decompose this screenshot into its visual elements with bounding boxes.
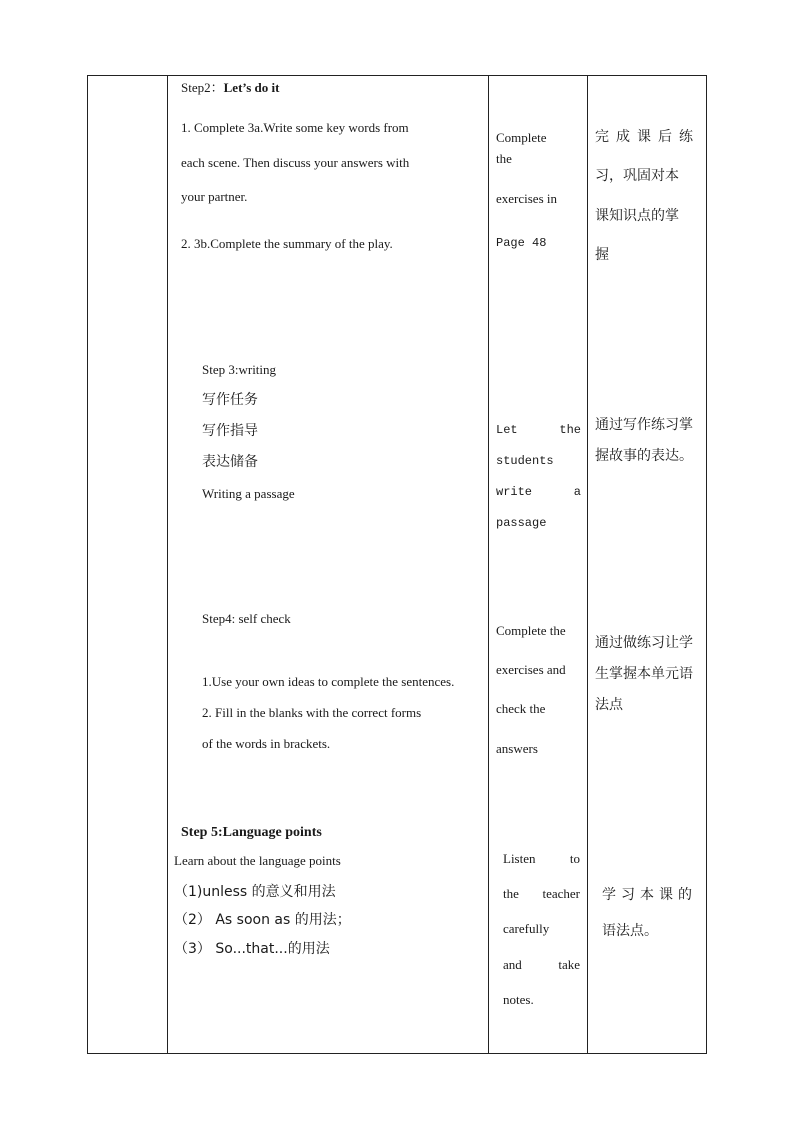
- c4-r4-char: 课: [659, 887, 673, 903]
- c4-r1-char: 课: [637, 129, 651, 145]
- step3-line-1: 写作任务: [202, 392, 258, 408]
- c3-r4-word: to: [569, 851, 580, 866]
- c4-r1-line-2: 习，巩固对本: [595, 168, 679, 184]
- c3-r4-line-1: [503, 852, 580, 865]
- step3-line-4: Writing a passage: [202, 486, 295, 501]
- c4-r4-line-2: 语法点。: [602, 923, 658, 939]
- c4-r1-char: 完: [595, 129, 609, 145]
- c4-r3-line-2: 生掌握本单元语: [595, 666, 693, 682]
- c4-r1-char: 后: [658, 129, 672, 145]
- column-divider-1: [167, 75, 168, 1054]
- column-divider-3: [587, 75, 588, 1054]
- c4-r1-char: 练: [679, 129, 693, 145]
- step2-title-prefix: Step2：: [181, 80, 224, 95]
- c3-r4-word: take: [558, 957, 580, 972]
- c3-r4-word: Listen: [503, 851, 536, 866]
- c4-r3-line-3: 法点: [595, 697, 623, 713]
- step2-title-bold: Let’s do it: [223, 80, 280, 95]
- c3-r4-word: teacher: [542, 886, 580, 901]
- step4-line-2: 2. Fill in the blanks with the correct forms: [202, 705, 422, 720]
- c4-r4-line-1: [602, 888, 692, 902]
- c3-r4-line-5: notes.: [503, 992, 534, 1007]
- c3-r3-line-4: answers: [496, 741, 538, 756]
- step2-title: [181, 81, 279, 94]
- c3-r4-word: the: [503, 886, 519, 901]
- step2-item1-line3: your partner.: [181, 189, 248, 204]
- step3-line-2: 写作指导: [202, 423, 258, 439]
- step4-title: Step4: self check: [202, 611, 291, 626]
- c3-r1-line-1: Complete: [496, 130, 547, 145]
- c3-r2-word: write: [496, 485, 533, 499]
- c3-r3-line-1: Complete the: [496, 623, 566, 638]
- c3-r2-line-1: [496, 424, 581, 436]
- c4-r1-char: 成: [616, 129, 630, 145]
- c3-r2-word: Let: [496, 423, 518, 437]
- c3-r1-line-4: Page 48: [496, 236, 547, 250]
- step2-item1-line2: each scene. Then discuss your answers with: [181, 155, 410, 170]
- c3-r4-line-3: carefully: [503, 921, 550, 936]
- step2-item2: 2. 3b.Complete the summary of the play.: [181, 236, 393, 251]
- step5-point-3: （3） So...that...的用法: [174, 941, 330, 957]
- step5-intro: Learn about the language points: [174, 853, 341, 868]
- c4-r2-line-1: 通过写作练习掌: [595, 417, 693, 433]
- c4-r4-char: 本: [640, 887, 654, 903]
- c3-r1-line-2: the: [496, 151, 512, 166]
- c3-r2-line-4: passage: [496, 516, 547, 530]
- c3-r3-line-2: exercises and: [496, 662, 566, 677]
- step4-line-1: 1.Use your own ideas to complete the sentences.: [202, 674, 455, 689]
- c3-r2-word: the: [559, 423, 581, 437]
- c3-r4-word: and: [503, 957, 522, 972]
- c3-r2-word: a: [573, 485, 581, 499]
- step5-point-2: （2） As soon as 的用法；: [174, 912, 351, 928]
- c4-r4-char: 习: [621, 887, 635, 903]
- c3-r2-line-2: students: [496, 454, 554, 468]
- c3-r3-line-3: check the: [496, 701, 546, 716]
- c3-r2-line-3: [496, 486, 581, 498]
- c4-r4-char: 学: [602, 887, 616, 903]
- step4-line-3: of the words in brackets.: [202, 736, 331, 751]
- c4-r3-line-1: 通过做练习让学: [595, 635, 693, 651]
- step3-line-3: 表达储备: [202, 454, 258, 470]
- c3-r4-line-4: [503, 958, 580, 971]
- step3-title: Step 3:writing: [202, 362, 277, 377]
- step5-point-1: （1)unless 的意义和用法: [174, 884, 336, 900]
- c4-r1-line-4: 握: [595, 247, 609, 263]
- c3-r4-line-2: [503, 887, 580, 900]
- step5-title: Step 5:Language points: [181, 825, 322, 840]
- column-divider-2: [488, 75, 489, 1054]
- c4-r1-line-3: 课知识点的掌: [595, 208, 679, 224]
- c4-r1-line-1: [595, 130, 693, 144]
- c4-r2-line-2: 握故事的表达。: [595, 448, 693, 464]
- c3-r1-line-3: exercises in: [496, 191, 558, 206]
- step2-item1-line1: 1. Complete 3a.Write some key words from: [181, 120, 409, 135]
- c4-r4-char: 的: [678, 887, 692, 903]
